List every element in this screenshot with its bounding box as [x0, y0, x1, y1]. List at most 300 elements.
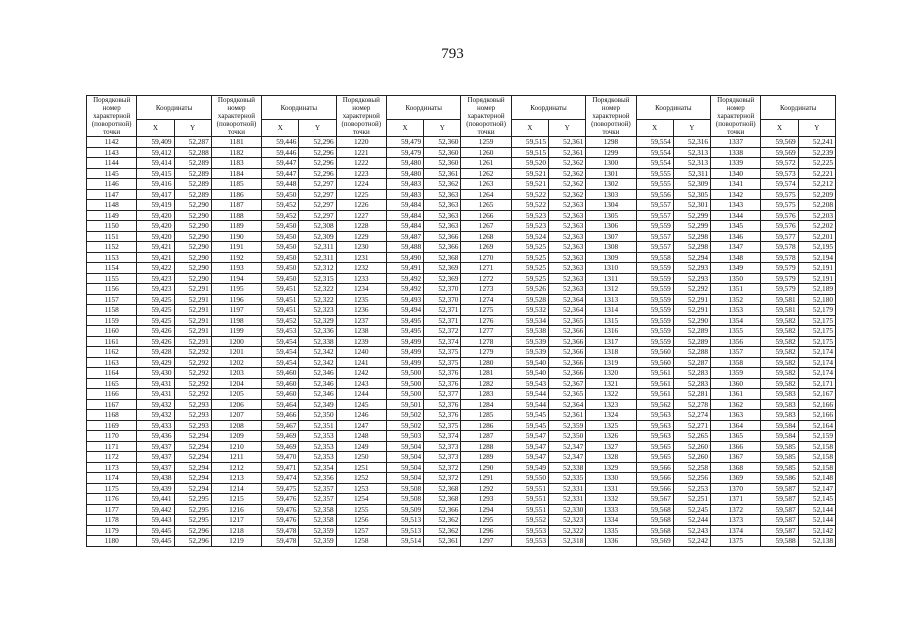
x-coordinate-cell: 59,502: [386, 410, 423, 421]
y-coordinate-cell: 52,360: [424, 147, 461, 158]
x-coordinate-cell: 59,539: [511, 336, 548, 347]
table-row: [87, 242, 836, 253]
y-coordinate-cell: 52,313: [673, 147, 710, 158]
point-number-cell: 1280: [461, 357, 511, 368]
header-x: X: [636, 120, 673, 137]
x-coordinate-cell: 59,484: [386, 221, 423, 232]
header-point-number: Порядковый номер характерной (поворотной) точки: [711, 96, 761, 137]
x-coordinate-cell: 59,454: [262, 357, 299, 368]
point-number-cell: 1327: [586, 441, 636, 452]
y-coordinate-cell: 52,309: [673, 179, 710, 190]
y-coordinate-cell: 52,349: [299, 399, 336, 410]
x-coordinate-cell: 59,574: [761, 179, 798, 190]
x-coordinate-cell: 59,414: [137, 158, 174, 169]
point-number-cell: 1179: [87, 525, 137, 536]
point-number-cell: 1177: [87, 504, 137, 515]
x-coordinate-cell: 59,543: [511, 378, 548, 389]
x-coordinate-cell: 59,569: [636, 536, 673, 547]
y-coordinate-cell: 52,260: [673, 452, 710, 463]
x-coordinate-cell: 59,501: [386, 399, 423, 410]
y-coordinate-cell: 52,298: [673, 242, 710, 253]
y-coordinate-cell: 52,291: [174, 336, 211, 347]
point-number-cell: 1305: [586, 210, 636, 221]
x-coordinate-cell: 59,539: [511, 347, 548, 358]
x-coordinate-cell: 59,563: [636, 420, 673, 431]
x-coordinate-cell: 59,454: [262, 347, 299, 358]
y-coordinate-cell: 52,323: [299, 305, 336, 316]
y-coordinate-cell: 52,241: [798, 137, 835, 148]
x-coordinate-cell: 59,561: [636, 378, 673, 389]
point-number-cell: 1311: [586, 273, 636, 284]
point-number-cell: 1146: [87, 179, 137, 190]
point-number-cell: 1319: [586, 357, 636, 368]
y-coordinate-cell: 52,363: [424, 189, 461, 200]
point-number-cell: 1166: [87, 389, 137, 400]
x-coordinate-cell: 59,588: [761, 536, 798, 547]
point-number-cell: 1272: [461, 273, 511, 284]
table-row: [87, 483, 836, 494]
point-number-cell: 1214: [211, 483, 261, 494]
point-number-cell: 1144: [87, 158, 137, 169]
point-number-cell: 1247: [336, 420, 386, 431]
y-coordinate-cell: 52,290: [174, 221, 211, 232]
x-coordinate-cell: 59,513: [386, 525, 423, 536]
point-number-cell: 1184: [211, 168, 261, 179]
point-number-cell: 1306: [586, 221, 636, 232]
x-coordinate-cell: 59,502: [386, 420, 423, 431]
point-number-cell: 1196: [211, 294, 261, 305]
y-coordinate-cell: 52,296: [299, 158, 336, 169]
y-coordinate-cell: 52,363: [549, 210, 586, 221]
point-number-cell: 1274: [461, 294, 511, 305]
y-coordinate-cell: 52,363: [549, 273, 586, 284]
point-number-cell: 1309: [586, 252, 636, 263]
point-number-cell: 1210: [211, 441, 261, 452]
y-coordinate-cell: 52,363: [549, 231, 586, 242]
x-coordinate-cell: 59,577: [761, 231, 798, 242]
point-number-cell: 1265: [461, 200, 511, 211]
y-coordinate-cell: 52,361: [549, 137, 586, 148]
y-coordinate-cell: 52,171: [798, 378, 835, 389]
x-coordinate-cell: 59,520: [511, 158, 548, 169]
y-coordinate-cell: 52,308: [299, 221, 336, 232]
point-number-cell: 1340: [711, 168, 761, 179]
y-coordinate-cell: 52,342: [299, 347, 336, 358]
y-coordinate-cell: 52,336: [299, 326, 336, 337]
y-coordinate-cell: 52,290: [174, 210, 211, 221]
x-coordinate-cell: 59,566: [636, 483, 673, 494]
point-number-cell: 1259: [461, 137, 511, 148]
x-coordinate-cell: 59,559: [636, 221, 673, 232]
x-coordinate-cell: 59,545: [511, 410, 548, 421]
y-coordinate-cell: 52,313: [673, 158, 710, 169]
table-row: [87, 263, 836, 274]
x-coordinate-cell: 59,582: [761, 378, 798, 389]
point-number-cell: 1222: [336, 158, 386, 169]
point-number-cell: 1267: [461, 221, 511, 232]
table-row: [87, 504, 836, 515]
point-number-cell: 1176: [87, 494, 137, 505]
point-number-cell: 1369: [711, 473, 761, 484]
point-number-cell: 1285: [461, 410, 511, 421]
x-coordinate-cell: 59,578: [761, 252, 798, 263]
x-coordinate-cell: 59,553: [511, 536, 548, 547]
point-number-cell: 1149: [87, 210, 137, 221]
point-number-cell: 1268: [461, 231, 511, 242]
x-coordinate-cell: 59,513: [386, 515, 423, 526]
x-coordinate-cell: 59,565: [636, 441, 673, 452]
x-coordinate-cell: 59,583: [761, 389, 798, 400]
x-coordinate-cell: 59,480: [386, 158, 423, 169]
y-coordinate-cell: 52,201: [798, 231, 835, 242]
x-coordinate-cell: 59,582: [761, 336, 798, 347]
point-number-cell: 1256: [336, 515, 386, 526]
table-row: [87, 378, 836, 389]
point-number-cell: 1150: [87, 221, 137, 232]
point-number-cell: 1279: [461, 347, 511, 358]
y-coordinate-cell: 52,299: [673, 210, 710, 221]
y-coordinate-cell: 52,361: [424, 536, 461, 547]
x-coordinate-cell: 59,452: [262, 210, 299, 221]
y-coordinate-cell: 52,225: [798, 158, 835, 169]
x-coordinate-cell: 59,583: [761, 399, 798, 410]
point-number-cell: 1359: [711, 368, 761, 379]
y-coordinate-cell: 52,175: [798, 326, 835, 337]
point-number-cell: 1308: [586, 242, 636, 253]
y-coordinate-cell: 52,363: [549, 200, 586, 211]
point-number-cell: 1374: [711, 525, 761, 536]
x-coordinate-cell: 59,569: [761, 137, 798, 148]
x-coordinate-cell: 59,532: [511, 305, 548, 316]
point-number-cell: 1360: [711, 378, 761, 389]
x-coordinate-cell: 59,559: [636, 294, 673, 305]
point-number-cell: 1326: [586, 431, 636, 442]
point-number-cell: 1295: [461, 515, 511, 526]
y-coordinate-cell: 52,294: [174, 473, 211, 484]
y-coordinate-cell: 52,295: [174, 494, 211, 505]
x-coordinate-cell: 59,568: [636, 504, 673, 515]
y-coordinate-cell: 52,292: [174, 347, 211, 358]
y-coordinate-cell: 52,353: [299, 441, 336, 452]
table-row: [87, 284, 836, 295]
x-coordinate-cell: 59,415: [137, 168, 174, 179]
x-coordinate-cell: 59,491: [386, 263, 423, 274]
header-x: X: [262, 120, 299, 137]
y-coordinate-cell: 52,297: [299, 179, 336, 190]
x-coordinate-cell: 59,452: [262, 315, 299, 326]
y-coordinate-cell: 52,147: [798, 483, 835, 494]
y-coordinate-cell: 52,251: [673, 494, 710, 505]
point-number-cell: 1365: [711, 431, 761, 442]
y-coordinate-cell: 52,316: [673, 137, 710, 148]
x-coordinate-cell: 59,587: [761, 504, 798, 515]
point-number-cell: 1324: [586, 410, 636, 421]
point-number-cell: 1181: [211, 137, 261, 148]
y-coordinate-cell: 52,360: [424, 158, 461, 169]
x-coordinate-cell: 59,454: [262, 336, 299, 347]
point-number-cell: 1289: [461, 452, 511, 463]
y-coordinate-cell: 52,331: [549, 494, 586, 505]
x-coordinate-cell: 59,460: [262, 368, 299, 379]
y-coordinate-cell: 52,363: [549, 284, 586, 295]
y-coordinate-cell: 52,366: [549, 336, 586, 347]
x-coordinate-cell: 59,522: [511, 200, 548, 211]
y-coordinate-cell: 52,174: [798, 368, 835, 379]
y-coordinate-cell: 52,191: [798, 263, 835, 274]
point-number-cell: 1298: [586, 137, 636, 148]
x-coordinate-cell: 59,581: [761, 294, 798, 305]
x-coordinate-cell: 59,581: [761, 305, 798, 316]
point-number-cell: 1248: [336, 431, 386, 442]
y-coordinate-cell: 52,290: [174, 273, 211, 284]
y-coordinate-cell: 52,296: [299, 168, 336, 179]
x-coordinate-cell: 59,493: [386, 294, 423, 305]
x-coordinate-cell: 59,569: [761, 147, 798, 158]
point-number-cell: 1219: [211, 536, 261, 547]
point-number-cell: 1269: [461, 242, 511, 253]
point-number-cell: 1246: [336, 410, 386, 421]
point-number-cell: 1302: [586, 179, 636, 190]
y-coordinate-cell: 52,159: [798, 431, 835, 442]
y-coordinate-cell: 52,312: [299, 263, 336, 274]
x-coordinate-cell: 59,425: [137, 305, 174, 316]
y-coordinate-cell: 52,376: [424, 378, 461, 389]
y-coordinate-cell: 52,295: [174, 504, 211, 515]
y-coordinate-cell: 52,239: [798, 147, 835, 158]
x-coordinate-cell: 59,554: [636, 147, 673, 158]
x-coordinate-cell: 59,521: [511, 179, 548, 190]
x-coordinate-cell: 59,476: [262, 504, 299, 515]
x-coordinate-cell: 59,557: [636, 242, 673, 253]
y-coordinate-cell: 52,202: [798, 221, 835, 232]
y-coordinate-cell: 52,291: [174, 326, 211, 337]
x-coordinate-cell: 59,464: [262, 399, 299, 410]
point-number-cell: 1333: [586, 504, 636, 515]
y-coordinate-cell: 52,289: [673, 326, 710, 337]
point-number-cell: 1185: [211, 179, 261, 190]
point-number-cell: 1314: [586, 305, 636, 316]
x-coordinate-cell: 59,576: [761, 210, 798, 221]
y-coordinate-cell: 52,195: [798, 242, 835, 253]
x-coordinate-cell: 59,587: [761, 515, 798, 526]
y-coordinate-cell: 52,288: [174, 147, 211, 158]
x-coordinate-cell: 59,565: [636, 452, 673, 463]
table-row: [87, 200, 836, 211]
x-coordinate-cell: 59,450: [262, 221, 299, 232]
x-coordinate-cell: 59,447: [262, 158, 299, 169]
point-number-cell: 1225: [336, 189, 386, 200]
y-coordinate-cell: 52,377: [424, 389, 461, 400]
y-coordinate-cell: 52,289: [174, 168, 211, 179]
y-coordinate-cell: 52,287: [174, 137, 211, 148]
point-number-cell: 1171: [87, 441, 137, 452]
y-coordinate-cell: 52,297: [299, 210, 336, 221]
x-coordinate-cell: 59,500: [386, 368, 423, 379]
x-coordinate-cell: 59,495: [386, 326, 423, 337]
point-number-cell: 1227: [336, 210, 386, 221]
point-number-cell: 1336: [586, 536, 636, 547]
x-coordinate-cell: 59,441: [137, 494, 174, 505]
y-coordinate-cell: 52,350: [549, 431, 586, 442]
table-row: [87, 441, 836, 452]
x-coordinate-cell: 59,500: [386, 378, 423, 389]
point-number-cell: 1343: [711, 200, 761, 211]
y-coordinate-cell: 52,290: [673, 315, 710, 326]
y-coordinate-cell: 52,294: [174, 483, 211, 494]
x-coordinate-cell: 59,476: [262, 494, 299, 505]
point-number-cell: 1266: [461, 210, 511, 221]
table-row: [87, 189, 836, 200]
point-number-cell: 1330: [586, 473, 636, 484]
header-coordinates: Координаты: [511, 96, 585, 120]
x-coordinate-cell: 59,579: [761, 273, 798, 284]
y-coordinate-cell: 52,356: [299, 473, 336, 484]
point-number-cell: 1342: [711, 189, 761, 200]
x-coordinate-cell: 59,566: [636, 473, 673, 484]
x-coordinate-cell: 59,504: [386, 452, 423, 463]
y-coordinate-cell: 52,166: [798, 410, 835, 421]
y-coordinate-cell: 52,363: [549, 242, 586, 253]
point-number-cell: 1253: [336, 483, 386, 494]
point-number-cell: 1226: [336, 200, 386, 211]
point-number-cell: 1258: [336, 536, 386, 547]
point-number-cell: 1197: [211, 305, 261, 316]
x-coordinate-cell: 59,559: [636, 284, 673, 295]
y-coordinate-cell: 52,166: [798, 399, 835, 410]
y-coordinate-cell: 52,292: [673, 284, 710, 295]
point-number-cell: 1211: [211, 452, 261, 463]
y-coordinate-cell: 52,297: [299, 200, 336, 211]
y-coordinate-cell: 52,309: [299, 231, 336, 242]
y-coordinate-cell: 52,203: [798, 210, 835, 221]
x-coordinate-cell: 59,554: [636, 137, 673, 148]
point-number-cell: 1358: [711, 357, 761, 368]
point-number-cell: 1241: [336, 357, 386, 368]
x-coordinate-cell: 59,534: [511, 315, 548, 326]
point-number-cell: 1362: [711, 399, 761, 410]
y-coordinate-cell: 52,290: [174, 242, 211, 253]
table-row: [87, 347, 836, 358]
x-coordinate-cell: 59,425: [137, 315, 174, 326]
x-coordinate-cell: 59,555: [636, 168, 673, 179]
y-coordinate-cell: 52,366: [549, 326, 586, 337]
point-number-cell: 1301: [586, 168, 636, 179]
y-coordinate-cell: 52,253: [673, 483, 710, 494]
point-number-cell: 1350: [711, 273, 761, 284]
point-number-cell: 1217: [211, 515, 261, 526]
x-coordinate-cell: 59,484: [386, 210, 423, 221]
point-number-cell: 1192: [211, 252, 261, 263]
point-number-cell: 1235: [336, 294, 386, 305]
table-row: [87, 231, 836, 242]
x-coordinate-cell: 59,583: [761, 410, 798, 421]
y-coordinate-cell: 52,209: [798, 189, 835, 200]
point-number-cell: 1231: [336, 252, 386, 263]
y-coordinate-cell: 52,180: [798, 294, 835, 305]
y-coordinate-cell: 52,376: [424, 410, 461, 421]
x-coordinate-cell: 59,423: [137, 284, 174, 295]
x-coordinate-cell: 59,453: [262, 326, 299, 337]
header-coordinates: Координаты: [386, 96, 460, 120]
x-coordinate-cell: 59,425: [137, 294, 174, 305]
x-coordinate-cell: 59,503: [386, 431, 423, 442]
y-coordinate-cell: 52,283: [673, 378, 710, 389]
y-coordinate-cell: 52,368: [424, 252, 461, 263]
x-coordinate-cell: 59,547: [511, 452, 548, 463]
y-coordinate-cell: 52,298: [673, 231, 710, 242]
point-number-cell: 1239: [336, 336, 386, 347]
y-coordinate-cell: 52,362: [549, 168, 586, 179]
point-number-cell: 1190: [211, 231, 261, 242]
y-coordinate-cell: 52,244: [673, 515, 710, 526]
x-coordinate-cell: 59,450: [262, 231, 299, 242]
point-number-cell: 1332: [586, 494, 636, 505]
x-coordinate-cell: 59,476: [262, 515, 299, 526]
point-number-cell: 1293: [461, 494, 511, 505]
point-number-cell: 1168: [87, 410, 137, 421]
point-number-cell: 1371: [711, 494, 761, 505]
y-coordinate-cell: 52,375: [424, 347, 461, 358]
point-number-cell: 1282: [461, 378, 511, 389]
y-coordinate-cell: 52,347: [549, 441, 586, 452]
y-coordinate-cell: 52,138: [798, 536, 835, 547]
point-number-cell: 1344: [711, 210, 761, 221]
y-coordinate-cell: 52,353: [299, 452, 336, 463]
point-number-cell: 1243: [336, 378, 386, 389]
x-coordinate-cell: 59,559: [636, 273, 673, 284]
x-coordinate-cell: 59,452: [262, 200, 299, 211]
x-coordinate-cell: 59,450: [262, 189, 299, 200]
point-number-cell: 1159: [87, 315, 137, 326]
point-number-cell: 1325: [586, 420, 636, 431]
point-number-cell: 1363: [711, 410, 761, 421]
y-coordinate-cell: 52,364: [549, 294, 586, 305]
point-number-cell: 1257: [336, 525, 386, 536]
y-coordinate-cell: 52,291: [673, 305, 710, 316]
table-row: [87, 315, 836, 326]
y-coordinate-cell: 52,331: [549, 483, 586, 494]
y-coordinate-cell: 52,208: [798, 200, 835, 211]
point-number-cell: 1349: [711, 263, 761, 274]
x-coordinate-cell: 59,585: [761, 462, 798, 473]
y-coordinate-cell: 52,144: [798, 515, 835, 526]
point-number-cell: 1250: [336, 452, 386, 463]
x-coordinate-cell: 59,585: [761, 441, 798, 452]
point-number-cell: 1161: [87, 336, 137, 347]
point-number-cell: 1228: [336, 221, 386, 232]
point-number-cell: 1357: [711, 347, 761, 358]
table-row: [87, 536, 836, 547]
point-number-cell: 1339: [711, 158, 761, 169]
x-coordinate-cell: 59,469: [262, 441, 299, 452]
x-coordinate-cell: 59,579: [761, 263, 798, 274]
x-coordinate-cell: 59,573: [761, 168, 798, 179]
point-number-cell: 1276: [461, 315, 511, 326]
table-row: [87, 179, 836, 190]
point-number-cell: 1275: [461, 305, 511, 316]
x-coordinate-cell: 59,492: [386, 284, 423, 295]
x-coordinate-cell: 59,442: [137, 504, 174, 515]
x-coordinate-cell: 59,559: [636, 336, 673, 347]
page-number: 793: [441, 46, 464, 62]
y-coordinate-cell: 52,359: [299, 525, 336, 536]
point-number-cell: 1338: [711, 147, 761, 158]
y-coordinate-cell: 52,363: [549, 252, 586, 263]
point-number-cell: 1331: [586, 483, 636, 494]
point-number-cell: 1157: [87, 294, 137, 305]
x-coordinate-cell: 59,584: [761, 431, 798, 442]
x-coordinate-cell: 59,421: [137, 242, 174, 253]
